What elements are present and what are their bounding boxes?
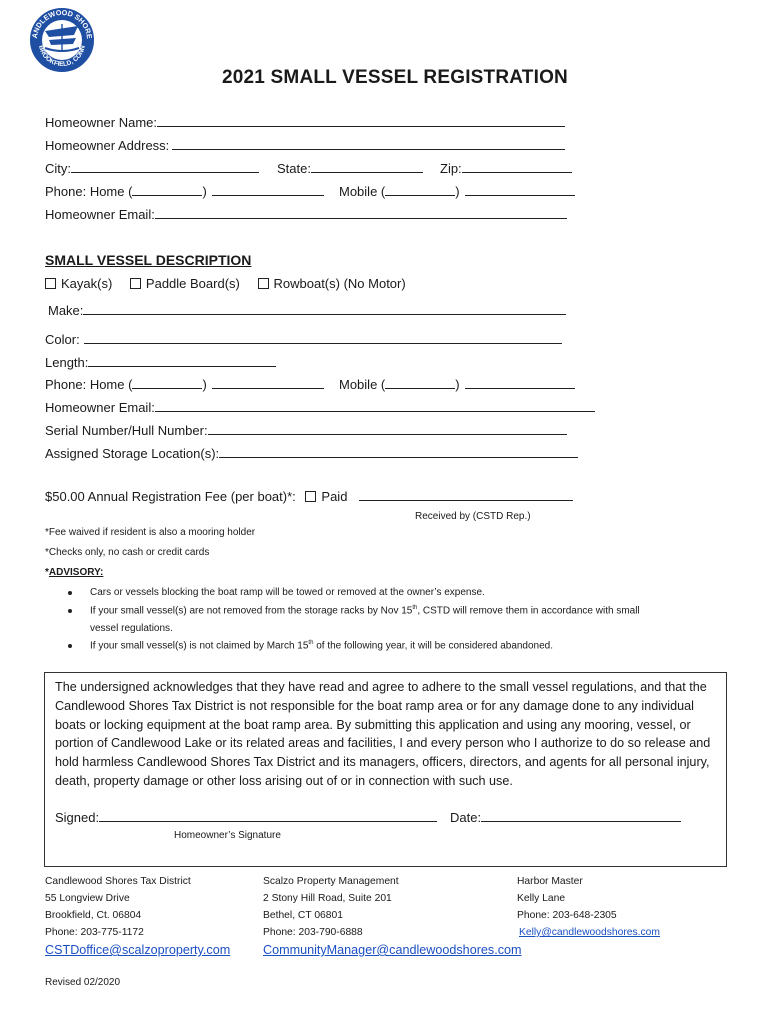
contact-city: Brookfield, Ct. 06804 xyxy=(45,910,142,921)
sailboat-logo-icon xyxy=(29,7,95,73)
bullet-icon xyxy=(68,644,72,648)
vessel-home-phone-label: Phone: Home ( xyxy=(45,377,133,392)
advisory-item-removal-sup: th xyxy=(412,605,418,611)
vessel-mobile-phone-label: Mobile ( xyxy=(339,377,386,392)
rowboat-checkbox[interactable] xyxy=(258,276,406,291)
serial-number-field[interactable] xyxy=(45,423,567,438)
rowboat-label: Rowboat(s) (No Motor) xyxy=(273,276,406,291)
length-field[interactable] xyxy=(45,355,276,370)
homeowner-address-field[interactable] xyxy=(45,138,565,153)
vessel-mobile-phone-close: ) xyxy=(455,377,460,392)
advisory-heading xyxy=(45,567,103,578)
fee-note-mooring: *Fee waived if resident is also a mooring holder xyxy=(45,527,256,538)
state-field[interactable] xyxy=(277,161,423,176)
advisory-item-abandoned-sup: th xyxy=(308,640,314,646)
contact-phone: Phone: 203-648-2305 xyxy=(517,910,617,921)
contact-address: 55 Longview Drive xyxy=(45,893,130,904)
homeowner-email-field[interactable] xyxy=(45,207,567,222)
home-phone-label: Phone: Home ( xyxy=(45,184,133,199)
homeowner-name-field[interactable] xyxy=(45,115,565,130)
contact-name: Kelly Lane xyxy=(517,893,566,904)
fee-note-checks: *Checks only, no cash or credit cards xyxy=(45,547,210,558)
date-field[interactable] xyxy=(450,810,681,825)
storage-location-field[interactable] xyxy=(45,446,578,461)
vessel-email-label: Homeowner Email: xyxy=(45,400,155,415)
advisory-item-removal-text: If your small vessel(s) are not removed from the storage racks by Nov 15 xyxy=(90,605,413,617)
advisory-item-removal xyxy=(90,605,640,616)
city-label: City: xyxy=(45,161,71,176)
advisory-item-removal-cont: vessel regulations. xyxy=(90,623,173,634)
mobile-phone-close: ) xyxy=(455,184,460,199)
contact-phone: Phone: 203-790-6888 xyxy=(263,927,363,938)
mobile-phone-label: Mobile ( xyxy=(339,184,386,199)
mobile-phone-field[interactable] xyxy=(339,184,575,199)
contact-harbor-master xyxy=(517,873,660,941)
contact-email-link[interactable]: CSTDoffice@scalzoproperty.com xyxy=(45,943,231,957)
zip-field[interactable] xyxy=(440,161,572,176)
advisory-item-abandoned-text: If your small vessel(s) is not claimed by March 15 xyxy=(90,640,309,652)
city-field[interactable] xyxy=(45,161,259,176)
zip-label: Zip: xyxy=(440,161,462,176)
checkbox-icon xyxy=(130,278,141,289)
contact-org: Scalzo Property Management xyxy=(263,876,399,887)
color-label: Color: xyxy=(45,332,80,347)
district-logo xyxy=(29,7,95,73)
homeowner-address-label: Homeowner Address: xyxy=(45,138,170,153)
contact-phone: Phone: 203-775-1172 xyxy=(45,927,144,938)
home-phone-field[interactable] xyxy=(45,184,324,199)
signature-field[interactable] xyxy=(55,810,437,825)
contact-email-link[interactable]: CommunityManager@candlewoodshores.com xyxy=(263,943,522,957)
checkbox-icon xyxy=(45,278,56,289)
storage-location-label: Assigned Storage Location(s): xyxy=(45,446,220,461)
checkbox-icon xyxy=(305,491,316,502)
homeowner-name-label: Homeowner Name: xyxy=(45,115,157,130)
advisory-item-abandoned xyxy=(90,640,553,651)
paddle-board-checkbox[interactable] xyxy=(130,276,240,291)
contact-property-management xyxy=(263,873,521,959)
registration-fee-line xyxy=(45,489,573,504)
bullet-icon xyxy=(68,609,72,613)
paid-label: Paid xyxy=(321,489,348,504)
vessel-home-phone-close: ) xyxy=(202,377,207,392)
make-field[interactable] xyxy=(48,303,566,318)
logo-top-text: ANDLEWOOD SHORE xyxy=(29,7,95,40)
logo-bottom-text: BROOKFIELD, CONN xyxy=(37,44,87,69)
length-label: Length: xyxy=(45,355,89,370)
contact-address: 2 Stony Hill Road, Suite 201 xyxy=(263,893,392,904)
home-phone-close: ) xyxy=(202,184,207,199)
vessel-home-phone-field[interactable] xyxy=(45,377,324,392)
paddle-board-label: Paddle Board(s) xyxy=(145,276,240,291)
revision-date: Revised 02/2020 xyxy=(45,977,121,988)
contact-org: Harbor Master xyxy=(517,876,583,887)
signature-caption: Homeowner’s Signature xyxy=(174,830,281,841)
date-label: Date: xyxy=(450,810,482,825)
bullet-icon xyxy=(68,591,72,595)
kayak-checkbox[interactable] xyxy=(45,276,112,291)
contact-tax-district xyxy=(45,873,230,959)
color-field[interactable] xyxy=(45,332,562,347)
advisory-item-abandoned-text-2: of the following year, it will be considered abandoned. xyxy=(313,640,554,652)
vessel-mobile-phone-field[interactable] xyxy=(339,377,575,392)
advisory-prefix: * xyxy=(45,567,49,578)
make-label: Make: xyxy=(48,303,84,318)
serial-number-label: Serial Number/Hull Number: xyxy=(45,423,208,438)
kayak-label: Kayak(s) xyxy=(61,276,113,291)
advisory-item-towing: Cars or vessels blocking the boat ramp will be towed or removed at the owner’s expense. xyxy=(90,587,485,598)
registration-fee-label: $50.00 Annual Registration Fee (per boat)*: xyxy=(45,489,296,504)
advisory-heading-text: ADVISORY: xyxy=(48,567,104,578)
received-by-caption: Received by (CSTD Rep.) xyxy=(415,511,531,522)
vessel-section-heading: SMALL VESSEL DESCRIPTION xyxy=(45,252,252,268)
homeowner-email-label: Homeowner Email: xyxy=(45,207,155,222)
contact-city: Bethel, CT 06801 xyxy=(263,910,343,921)
vessel-type-options xyxy=(45,276,406,291)
paid-checkbox[interactable] xyxy=(305,489,347,504)
page-title: 2021 SMALL VESSEL REGISTRATION xyxy=(222,67,568,88)
checkbox-icon xyxy=(258,278,269,289)
received-by-line[interactable] xyxy=(359,490,573,501)
vessel-email-field[interactable] xyxy=(45,400,595,415)
signed-label: Signed: xyxy=(55,810,100,825)
advisory-item-removal-text-2: , CSTD will remove them in accordance with small xyxy=(417,605,640,617)
agreement-text: The undersigned acknowledges that they have read and agree to adhere to the small vessel regulations, and that the Candlewood Shores Tax District is not responsible for the boat ramp area or for any damage done to any individual boats or locking equipment at the boat ramp area. By submitting this application and using any mooring, vessel, or portion of Candlewood Lake or its related areas and facilities, I and every person who I authorize to do so release and hold harmless Candlewood Shores Tax District and its managers, officers, directors, and agents for all personal injury, death, property damage or other loss arising out of or in connection with such use. xyxy=(55,680,711,788)
contact-org: Candlewood Shores Tax District xyxy=(45,876,191,887)
state-label: State: xyxy=(277,161,311,176)
contact-email-link[interactable]: Kelly@candlewoodshores.com xyxy=(519,927,660,938)
